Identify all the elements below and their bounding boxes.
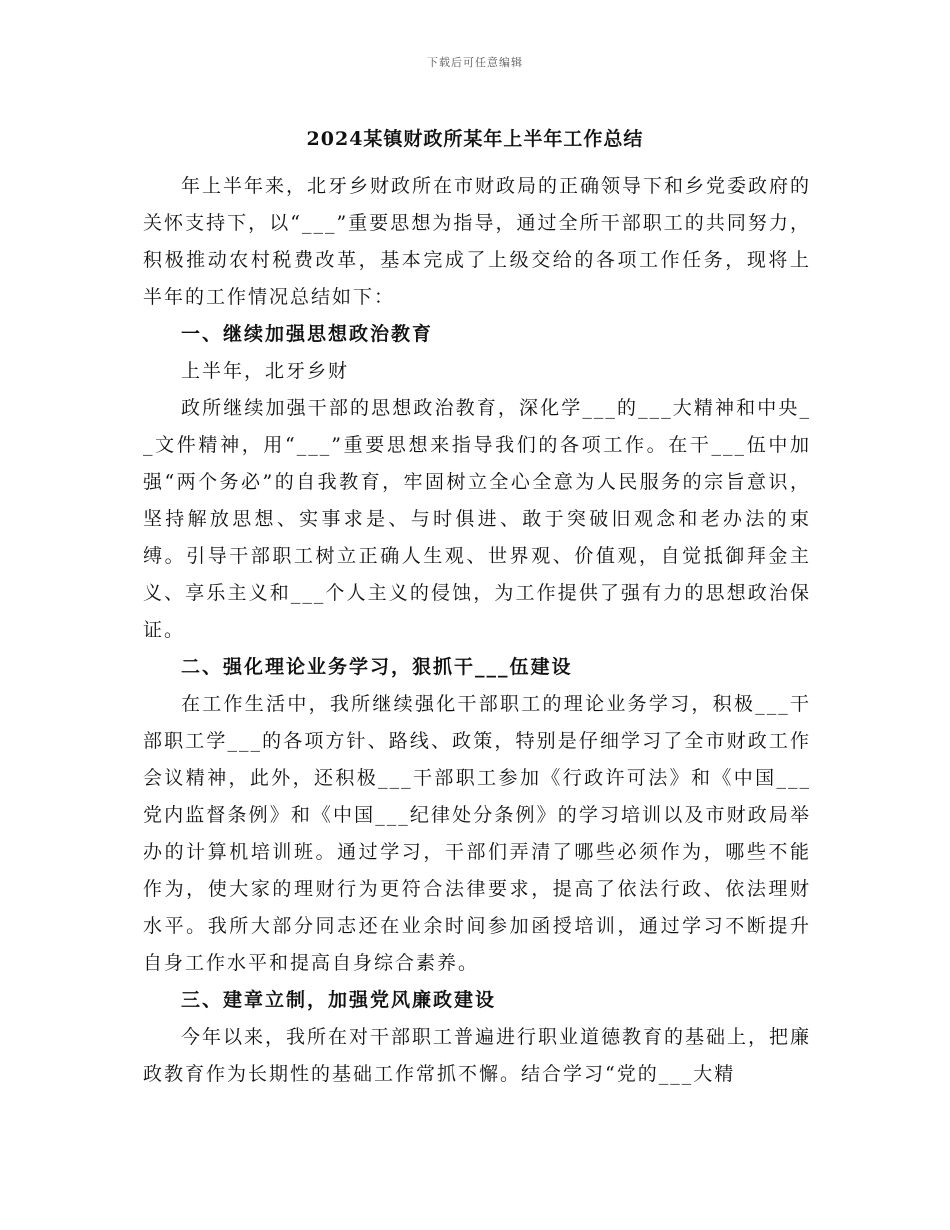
header-note: 下载后可任意编辑 <box>427 56 523 69</box>
section-2-paragraph: 在工作生活中，我所继续强化干部职工的理论业务学习，积极___干部职工学___的各项方针、路线、政策，特别是仔细学习了全市财政工作会议精神，此外，还积极___干部职工参加《行政许可法》和《中国___党内监督条例》和《中国___纪律处分条例》的学习培训以及市财政局举办的计算机培训班。通过学习，干部们弄清了哪些必须作为，哪些不能作为，使大家的理财行为更符合法律要求，提高了依法行政、依法理财水平。我所大部分同志还在业余时间参加函授培训，通过学习不断提升自身工作水平和提高自身综合素养。 <box>143 693 811 974</box>
section-3-paragraph: 今年以来，我所在对干部职工普遍进行职业道德教育的基础上，把廉政教育作为长期性的基础工作常抓不懈。结合学习“党的___大精 <box>143 1026 812 1085</box>
section-1-paragraph: 政所继续加强干部的思想政治教育，深化学___的___大精神和中央__文件精神，用“___”重要思想来指导我们的各项工作。在干___伍中加强“两个务必”的自我教育，牢固树立全心全意为人民服务的宗旨意识，坚持解放思想、实事求是、与时俱进、敢于突破旧观念和老办法的束缚。引导干部职工树立正确人生观、世界观、价值观，自觉抵御拜金主义、享乐主义和___个人主义的侵蚀，为工作提供了强有力的思想政治保证。 <box>143 397 811 641</box>
section-1-heading: 一、继续加强思想政治教育 <box>181 323 434 345</box>
intro-paragraph: 年上半年来，北牙乡财政所在市财政局的正确领导下和乡党委政府的关怀支持下，以“___”重要思想为指导，通过全所干部职工的共同努力，积极推动农村税费改革，基本完成了上级交给的各项工作任务，现将上半年的工作情况总结如下： <box>143 175 812 308</box>
document-title: 2024某镇财政所某年上半年工作总结 <box>306 128 644 150</box>
document-body <box>143 168 811 1093</box>
section-1-lead: 上半年，北牙乡财 <box>181 360 350 382</box>
section-2-heading: 二、强化理论业务学习，狠抓干___伍建设 <box>181 656 573 678</box>
section-3-heading: 三、建章立制，加强党风廉政建设 <box>181 989 497 1011</box>
